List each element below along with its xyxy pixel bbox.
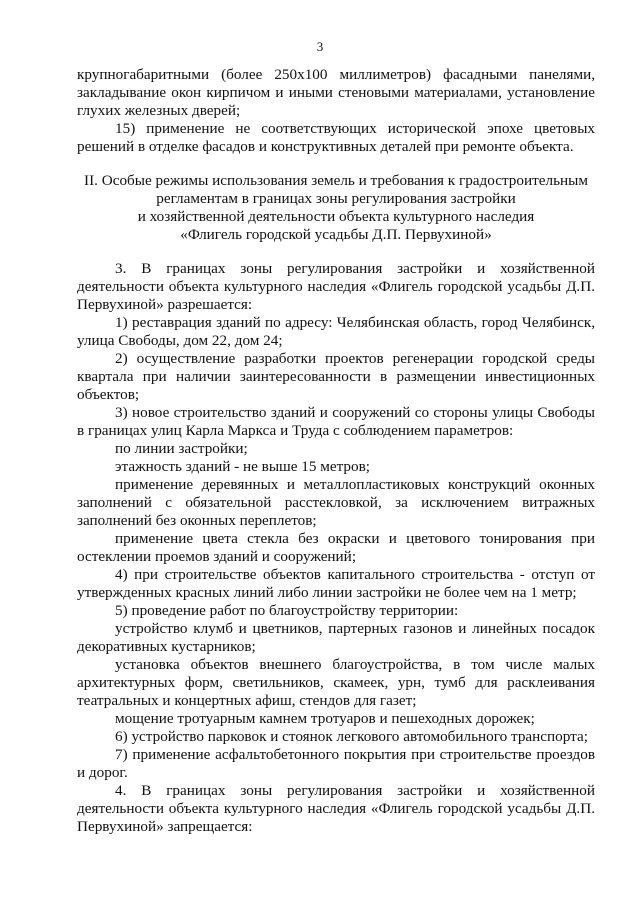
paragraph: установка объектов внешнего благоустройства, в том числе малых архитектурных форм, светильников, скамеек, урн, тумб для расклеивания театральных и концертных афиш, стендов для газет; <box>77 656 595 709</box>
paragraph: 4) при строительстве объектов капитального строительства - отступ от утвержденных красных линий либо линии застройки не более чем на 1 метр; <box>77 566 595 601</box>
paragraph: 5) проведение работ по благоустройству территории: <box>115 602 459 619</box>
paragraph: 3) новое строительство зданий и сооружений со стороны улицы Свободы в границах улиц Карла Маркса и Труда с соблюдением параметров: <box>77 404 595 439</box>
paragraph: 15) применение не соответствующих исторической эпохе цветовых решений в отделке фасадов и конструктивных деталей при ремонте объекта. <box>77 120 595 155</box>
paragraph: крупногабаритными (более 250х100 миллиметров) фасадными панелями, закладывание окон кирпичом и иными стеновыми материалами, установление глухих железных дверей; <box>77 66 595 119</box>
heading-line: и хозяйственной деятельности объекта культурного наследия <box>137 208 535 225</box>
paragraph: 2) осуществление разработки проектов регенерации городской среды квартала при наличии заинтересованности в размещении инвестиционных объектов; <box>77 350 595 403</box>
heading-line: регламентам в границах зоны регулирования застройки <box>156 190 516 207</box>
document-text <box>77 66 595 836</box>
paragraph: 1) реставрация зданий по адресу: Челябинская область, город Челябинск, улица Свободы, дом 22, дом 24; <box>77 314 595 349</box>
paragraph: 3. В границах зоны регулирования застройки и хозяйственной деятельности объекта культурного наследия «Флигель городской усадьбы Д.П. Первухиной» разрешается: <box>77 260 595 313</box>
page-number: 3 <box>316 39 324 54</box>
paragraph: применение цвета стекла без окраски и цветового тонирования при остеклении проемов зданий и сооружений; <box>77 530 595 565</box>
heading-line: II. Особые режимы использования земель и требования к градостроительным <box>84 172 588 189</box>
paragraph: 6) устройство парковок и стоянок легкового автомобильного транспорта; <box>115 728 588 745</box>
paragraph: этажность зданий - не выше 15 метров; <box>115 458 371 475</box>
paragraph: 7) применение асфальтобетонного покрытия при строительстве проездов и дорог. <box>77 746 595 781</box>
section-heading <box>77 172 595 244</box>
heading-line: «Флигель городской усадьбы Д.П. Первухиной» <box>180 226 492 243</box>
paragraph: по линии застройки; <box>115 440 248 457</box>
paragraph: устройство клумб и цветников, партерных газонов и линейных посадок декоративных кустарников; <box>77 620 595 655</box>
paragraph: 4. В границах зоны регулирования застройки и хозяйственной деятельности объекта культурного наследия «Флигель городской усадьбы Д.П. Первухиной» запрещается: <box>77 782 595 835</box>
paragraph: применение деревянных и металлопластиковых конструкций оконных заполнений с обязательной расстекловкой, за исключением витражных заполнений без оконных переплетов; <box>77 476 595 529</box>
paragraph: мощение тротуарным камнем тротуаров и пешеходных дорожек; <box>115 710 535 727</box>
